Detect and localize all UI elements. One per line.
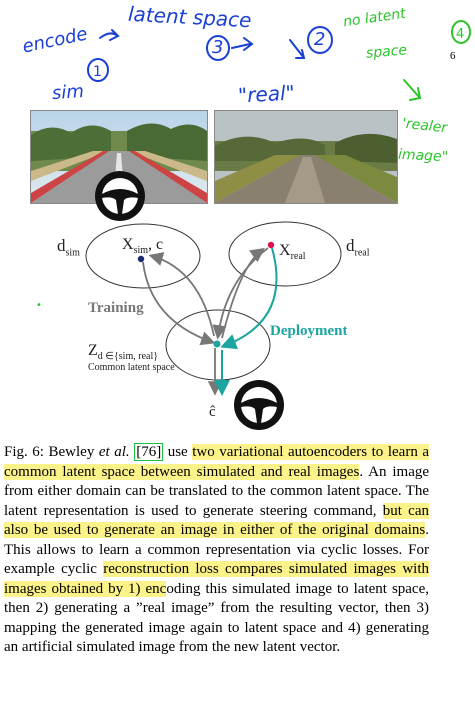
label-x-real: $X_{real}$	[279, 242, 306, 263]
label-d-real: $d_{real}$	[346, 236, 370, 259]
label-common-latent-space: Common latent space	[88, 362, 175, 373]
circle-2	[308, 27, 332, 53]
citation-link[interactable]: [76]	[136, 444, 162, 460]
real-sample-dot	[268, 242, 274, 248]
latent-space-diagram	[0, 200, 475, 430]
arrow-3	[232, 38, 252, 50]
latent-sample-dot	[214, 341, 221, 348]
figure-caption: Fig. 6: Bewley et al. [76] use two variational autoencoders to learn a common latent space between simulated and real images. An image from either domain can be translated to the common latent space. The latent representation is used to generate steering command, but can also be used to generate an image in either of the original domains. This allows to learn a common representation via cyclic losses. For example cyclic reconstruction loss compares simulated images with images obtained by 1) encoding this simulated image to latent space, then 2) generating a ”real image” from the resulting vector, then 3) mapping the generated image again to latent space and 4) generating an artificial simulated image from the new latent vector.	[4, 444, 430, 655]
label-training: Training	[88, 300, 144, 316]
handwritten-real-image-line2: image"	[397, 146, 449, 166]
label-d-sim: $d_{sim}$	[57, 236, 80, 259]
label-c-hat: ĉ	[209, 404, 216, 420]
real-road-image	[214, 110, 398, 204]
page-number: 6	[450, 50, 456, 62]
circle-3	[207, 36, 229, 60]
handwritten-sim: sim	[51, 80, 85, 105]
handwritten-real-image-line1: 'realer	[401, 115, 448, 137]
handwritten-encode: encode	[20, 23, 90, 58]
arrow-latent-to-sim	[152, 256, 214, 336]
arrow-sim-to-latent	[143, 262, 212, 342]
arrow-latent-to-real	[222, 250, 262, 338]
green-arrow	[404, 80, 420, 100]
sim-sample-dot	[138, 256, 144, 262]
handwritten-dot: •	[36, 300, 42, 311]
circle-4-label: 4	[456, 27, 465, 42]
handwritten-real: "real"	[237, 80, 296, 108]
label-z-latent: $Z_{d \in\{sim, real\}}$	[88, 342, 159, 363]
circle-1-label: 1	[93, 64, 102, 80]
encode-arrow	[100, 30, 118, 40]
handwritten-space: space	[365, 42, 408, 62]
label-deployment: Deployment	[270, 323, 348, 339]
handwritten-number-3: 3	[212, 37, 224, 58]
handwritten-no-latent: no latent	[342, 5, 407, 31]
highlight-2: but can also be used to generate an image in either of the original domains	[4, 502, 429, 538]
arrow-2	[290, 40, 304, 58]
highlight-1: two variational autoencoders to learn a common latent space between simulated and real images	[4, 444, 430, 480]
label-x-sim: $X_{sim}$, c	[122, 236, 164, 257]
handwritten-latent-space: latent space	[127, 1, 253, 33]
handwritten-number-2: 2	[314, 29, 326, 50]
highlight-3: reconstruction loss compares simulated images with images obtained by 1) enc	[4, 561, 429, 597]
